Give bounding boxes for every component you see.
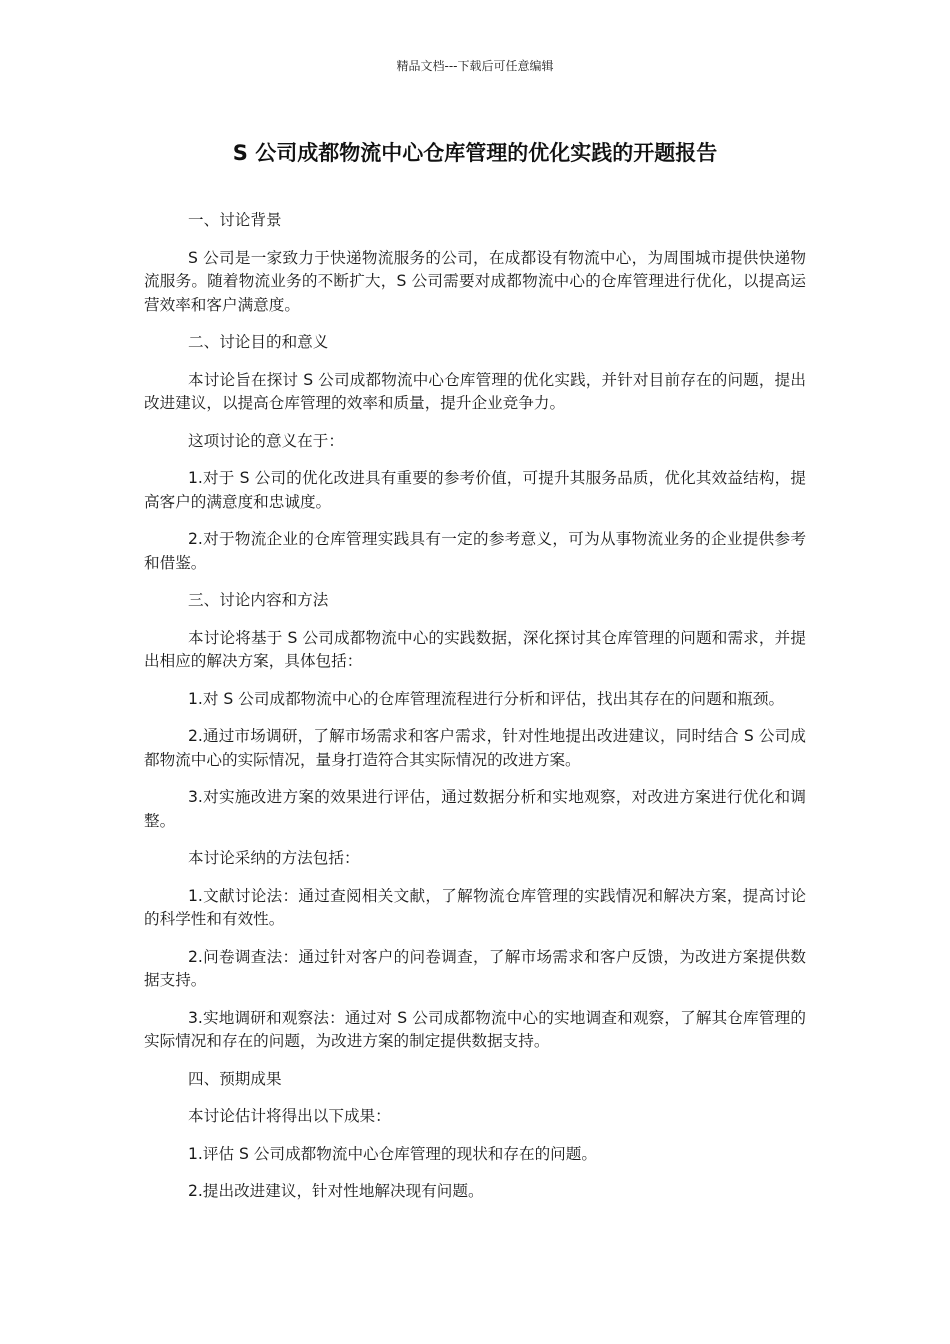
list-item: 2.提出改进建议，针对性地解决现有问题。 [188,1182,484,1200]
list-item: 2.通过市场调研，了解市场需求和客户需求，针对性地提出改进建议，同时结合 S 公司成都物流中心的实际情况，量身打造符合其实际情况的改进方案。 [144,727,806,769]
list-item: 1.对 S 公司成都物流中心的仓库管理流程进行分析和评估，找出其存在的问题和瓶颈。 [188,689,785,708]
list-item: 3.实地调研和观察法：通过对 S 公司成都物流中心的实地调查和观察，了解其仓库管理的实际情况和存在的问题，为改进方案的制定提供数据支持。 [144,1008,806,1050]
paragraph: 本讨论将基于 S 公司成都物流中心的实践数据，深化探讨其仓库管理的问题和需求，并提出相应的解决方案，具体包括： [144,628,806,670]
section-heading-expected-results: 四、预期成果 [188,1069,282,1088]
paragraph: 本讨论旨在探讨 S 公司成都物流中心仓库管理的优化实践，并针对目前存在的问题，提出改进建议，以提高仓库管理的效率和质量，提升企业竞争力。 [144,370,806,412]
section-heading-purpose: 二、讨论目的和意义 [188,333,329,351]
document-body [144,209,806,1218]
section-heading-content-methods: 三、讨论内容和方法 [188,591,329,609]
paragraph: 本讨论采纳的方法包括： [188,849,360,867]
list-item: 2.问卷调查法：通过针对客户的问卷调查，了解市场需求和客户反馈，为改进方案提供数据支持。 [144,947,806,989]
list-item: 3.对实施改进方案的效果进行评估，通过数据分析和实地观察，对改进方案进行优化和调整。 [144,788,806,830]
list-item: 1.评估 S 公司成都物流中心仓库管理的现状和存在的问题。 [188,1144,597,1163]
paragraph: 本讨论估计将得出以下成果： [188,1107,391,1125]
list-item: 1.对于 S 公司的优化改进具有重要的参考价值，可提升其服务品质，优化其效益结构，提高客户的满意度和忠诚度。 [144,469,806,511]
list-item: 1.文献讨论法：通过查阅相关文献，了解物流仓库管理的实践情况和解决方案，提高讨论的科学性和有效性。 [144,886,806,928]
paragraph: S 公司是一家致力于快递物流服务的公司，在成都设有物流中心，为周围城市提供快递物流服务。随着物流业务的不断扩大，S 公司需要对成都物流中心的仓库管理进行优化，以提高运营效率和客户满意度。 [144,248,806,314]
paragraph: 这项讨论的意义在于： [188,431,344,450]
list-item: 2.对于物流企业的仓库管理实践具有一定的参考意义，可为从事物流业务的企业提供参考和借鉴。 [144,530,806,572]
header-note: 精品文档---下载后可任意编辑 [396,59,554,73]
section-heading-background: 一、讨论背景 [188,211,282,229]
document-title: S 公司成都物流中心仓库管理的优化实践的开题报告 [232,141,718,165]
